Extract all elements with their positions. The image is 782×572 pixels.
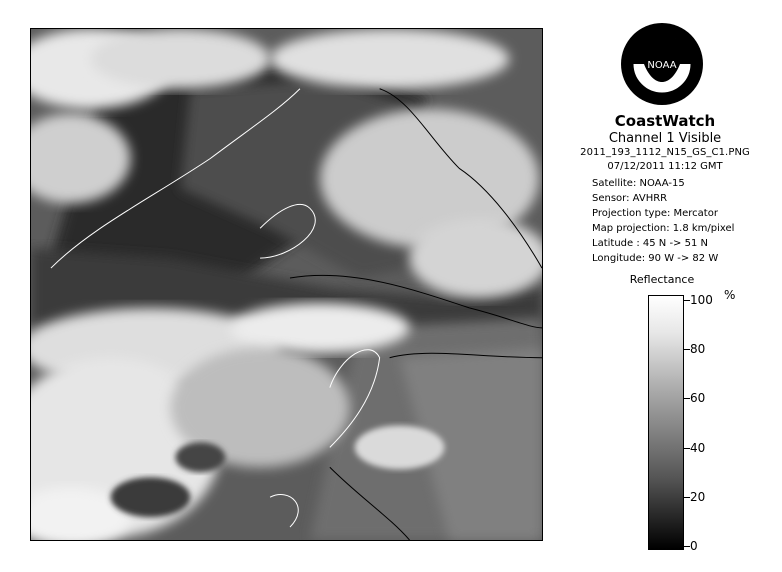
colorbar-tick-label: 100 (690, 293, 713, 307)
colorbar (648, 295, 684, 550)
satellite-label: Satellite: NOAA-15 (592, 178, 685, 189)
satellite-image (30, 28, 543, 541)
satellite-scene (31, 29, 542, 540)
noaa-logo-icon (620, 22, 704, 106)
projection-type-label: Projection type: Mercator (592, 208, 718, 219)
date-time: 07/12/2011 11:12 GMT (607, 161, 723, 172)
filename: 2011_193_1112_N15_GS_C1.PNG (580, 147, 750, 158)
map-projection-label: Map projection: 1.8 km/pixel (592, 223, 735, 234)
colorbar-tick-label: 0 (690, 539, 698, 553)
colorbar-tick-label: 20 (690, 490, 706, 504)
colorbar-tick-label: 80 (690, 342, 706, 356)
colorbar-unit: % (724, 288, 736, 302)
colorbar-tick-label: 40 (690, 441, 706, 455)
longitude-label: Longitude: 90 W -> 82 W (592, 253, 719, 264)
channel-label: Channel 1 Visible (608, 131, 722, 146)
colorbar-tick-label: 60 (690, 391, 706, 405)
logo-text: NOAA (647, 60, 677, 71)
brand-title: CoastWatch (614, 112, 716, 130)
colorbar-title: Reflectance (629, 273, 695, 286)
sensor-label: Sensor: AVHRR (592, 193, 668, 204)
latitude-label: Latitude : 45 N -> 51 N (592, 238, 708, 249)
